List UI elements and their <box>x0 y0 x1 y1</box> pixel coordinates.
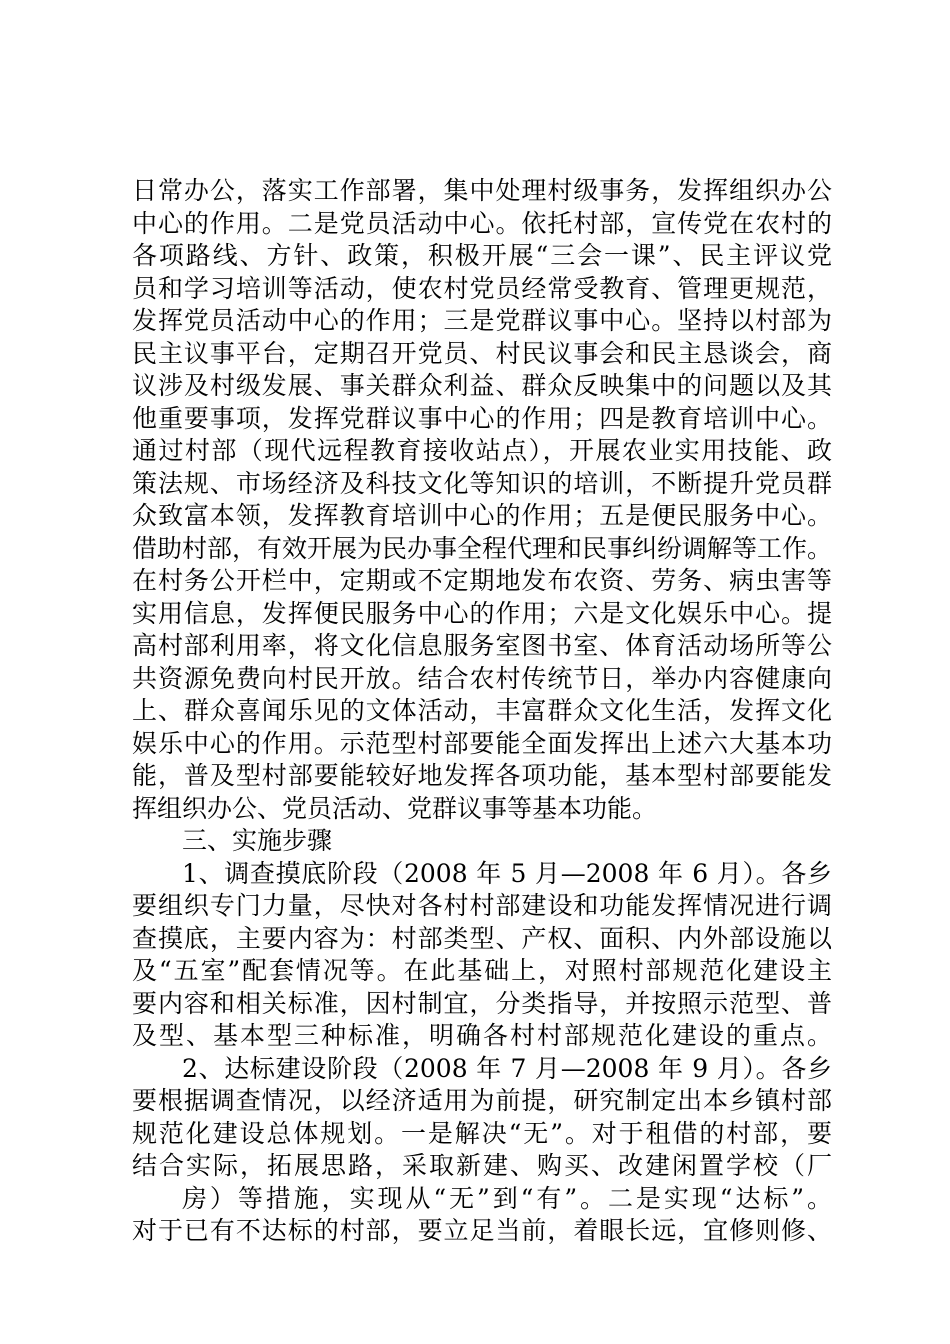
text-line: 日常办公，落实工作部署，集中处理村级事务，发挥组织办公 <box>132 176 832 205</box>
paragraph <box>132 1183 832 1248</box>
text-line: 通过村部（现代远程教育接收站点），开展农业实用技能、政 <box>132 436 832 465</box>
text-line: 及型、基本型三种标准，明确各村村部规范化建设的重点。 <box>132 1021 832 1050</box>
text-line: 民主议事平台，定期召开党员、村民议事会和民主恳谈会，商 <box>132 338 832 368</box>
text-line: 挥组织办公、党员活动、党群议事等基本功能。 <box>132 793 658 823</box>
text-line: 策法规、市场经济及科技文化等知识的培训，不断提升党员群 <box>132 468 832 498</box>
text-line: 实用信息，发挥便民服务中心的作用；六是文化娱乐中心。提 <box>132 598 832 628</box>
text-line: 众致富本领，发挥教育培训中心的作用；五是便民服务中心。 <box>132 501 832 530</box>
text-line: 房）等措施，实现从“无”到“有”。二是实现“达标”。 <box>182 1183 832 1213</box>
text-line: 查摸底，主要内容为：村部类型、产权、面积、内外部设施以 <box>132 923 832 953</box>
paragraph <box>132 858 832 1053</box>
text-line: 高村部利用率，将文化信息服务室图书室、体育活动场所等公 <box>132 631 832 660</box>
text-line: 发挥党员活动中心的作用；三是党群议事中心。坚持以村部为 <box>132 306 832 335</box>
text-line: 娱乐中心的作用。示范型村部要能全面发挥出上述六大基本功 <box>132 728 832 758</box>
text-line: 员和学习培训等活动，使农村党员经常受教育、管理更规范， <box>132 273 832 303</box>
text-line: 上、群众喜闻乐见的文体活动，丰富群众文化生活，发挥文化 <box>132 696 832 725</box>
text-line: 及“五室”配套情况等。在此基础上，对照村部规范化建设主 <box>132 956 832 985</box>
paragraph <box>132 1053 832 1183</box>
text-line: 能，普及型村部要能较好地发挥各项功能，基本型村部要能发 <box>132 761 832 790</box>
text-line: 要根据调查情况，以经济适用为前提，研究制定出本乡镇村部 <box>132 1086 832 1115</box>
text-line: 借助村部，有效开展为民办事全程代理和民事纠纷调解等工作。 <box>132 533 832 563</box>
paragraph <box>132 175 832 825</box>
text-line: 1、调查摸底阶段（2008 年 5 月—2008 年 6 月）。各乡 <box>182 858 832 888</box>
text-line: 中心的作用。二是党员活动中心。依托村部，宣传党在农村的 <box>132 208 832 238</box>
text-line: 要内容和相关标准，因村制宜，分类指导，并按照示范型、普 <box>132 988 832 1018</box>
text-line: 三、实施步骤 <box>182 826 333 855</box>
text-line: 在村务公开栏中，定期或不定期地发布农资、劳务、病虫害等 <box>132 566 832 595</box>
section-heading <box>132 825 832 858</box>
text-line: 共资源免费向村民开放。结合农村传统节日，举办内容健康向 <box>132 663 832 693</box>
text-line: 议涉及村级发展、事关群众利益、群众反映集中的问题以及其 <box>132 371 832 400</box>
document-body <box>132 175 832 1248</box>
text-line: 要组织专门力量，尽快对各村村部建设和功能发挥情况进行调 <box>132 891 832 920</box>
text-line: 结合实际，拓展思路，采取新建、购买、改建闲置学校（厂 <box>132 1151 832 1180</box>
text-line: 2、达标建设阶段（2008 年 7 月—2008 年 9 月）。各乡 <box>182 1053 832 1083</box>
text-line: 各项路线、方针、政策，积极开展“三会一课”、民主评议党 <box>132 241 832 270</box>
text-line: 对于已有不达标的村部，要立足当前，着眼长远，宜修则修、 <box>132 1216 832 1245</box>
text-line: 规范化建设总体规划。一是解决“无”。对于租借的村部，要 <box>132 1118 832 1148</box>
text-line: 他重要事项，发挥党群议事中心的作用；四是教育培训中心。 <box>132 403 832 433</box>
